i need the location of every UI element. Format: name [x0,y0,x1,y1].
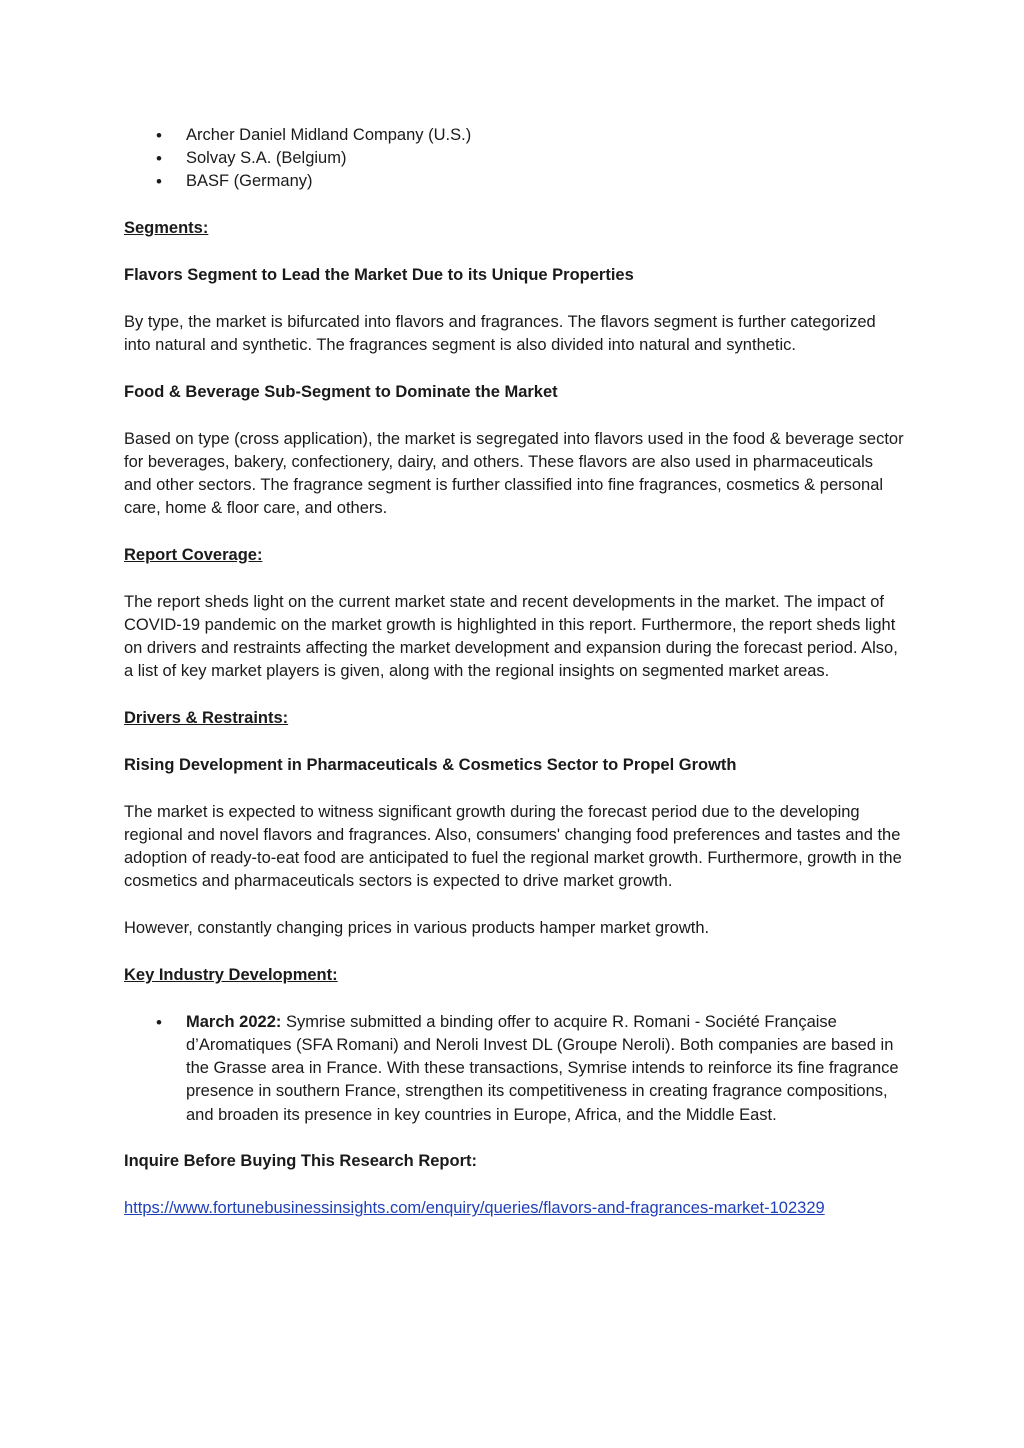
food-beverage-heading: Food & Beverage Sub-Segment to Dominate the Market [124,382,558,401]
drivers-restraints-title: Drivers & Restraints: [124,709,289,728]
list-item: • BASF (Germany) [124,170,904,193]
list-item: • Archer Daniel Midland Company (U.S.) [124,124,904,147]
list-item [124,1011,904,1127]
list-item: • Solvay S.A. (Belgium) [124,147,904,170]
key-development-title: Key Industry Development: [124,966,338,984]
inquire-heading: Inquire Before Buying This Research Report: [124,1152,477,1171]
flavors-paragraph: By type, the market is bifurcated into flavors and fragrances. The flavors segment is further categorized into natural and synthetic. The fragrances segment is also divided into natural and synthetic. [124,312,876,354]
drivers-paragraph: The market is expected to witness significant growth during the forecast period due to the developing regional and novel flavors and fragrances. Also, consumers' changing food preferences and tastes and the adoption of ready-to-eat food are anticipated to fuel the regional market growth. Furthermore, growth in the cosmetics and pharmaceuticals sectors is expected to drive market growth. [124,802,902,891]
drivers-heading: Rising Development in Pharmaceuticals & Cosmetics Sector to Propel Growth [124,756,737,774]
document-page [124,124,904,1220]
company-list [124,124,904,194]
report-url-link[interactable]: https://www.fortunebusinessinsights.com/enquiry/queries/flavors-and-fragrances-market-102329 [124,1199,825,1218]
development-text: Symrise submitted a binding offer to acquire R. Romani - Société Française d’Aromatiques (SFA Romani) and Neroli Invest DL (Groupe Neroli). Both companies are based in the Grasse area in France. With these transactions, Symrise intends to reinforce its fine fragrance presence in southern France, strengthen its competitiveness in creating fragrance compositions, and broaden its presence in key countries in Europe, Africa, and the Middle East. [186,1012,899,1124]
restraints-paragraph: However, constantly changing prices in various products hamper market growth. [124,919,710,938]
inquire-link-line [124,1197,904,1220]
key-development-list [124,1011,904,1127]
segments-title: Segments: [124,219,209,238]
flavors-heading: Flavors Segment to Lead the Market Due to its Unique Properties [124,266,634,284]
report-coverage-title: Report Coverage: [124,546,263,564]
food-beverage-paragraph: Based on type (cross application), the market is segregated into flavors used in the food & beverage sector for beverages, bakery, confectionery, dairy, and others. These flavors are also used in pharmaceuticals and other sectors. The fragrance segment is further classified into fine fragrances, cosmetics & personal care, home & floor care, and others. [124,429,904,518]
development-date: March 2022: [186,1012,282,1031]
report-coverage-paragraph: The report sheds light on the current market state and recent developments in the market. The impact of COVID-19 pandemic on the market growth is highlighted in this report. Furthermore, the report sheds light on drivers and restraints affecting the market development and expansion during the forecast period. Also, a list of key market players is given, along with the regional insights on segmented market areas. [124,592,898,681]
